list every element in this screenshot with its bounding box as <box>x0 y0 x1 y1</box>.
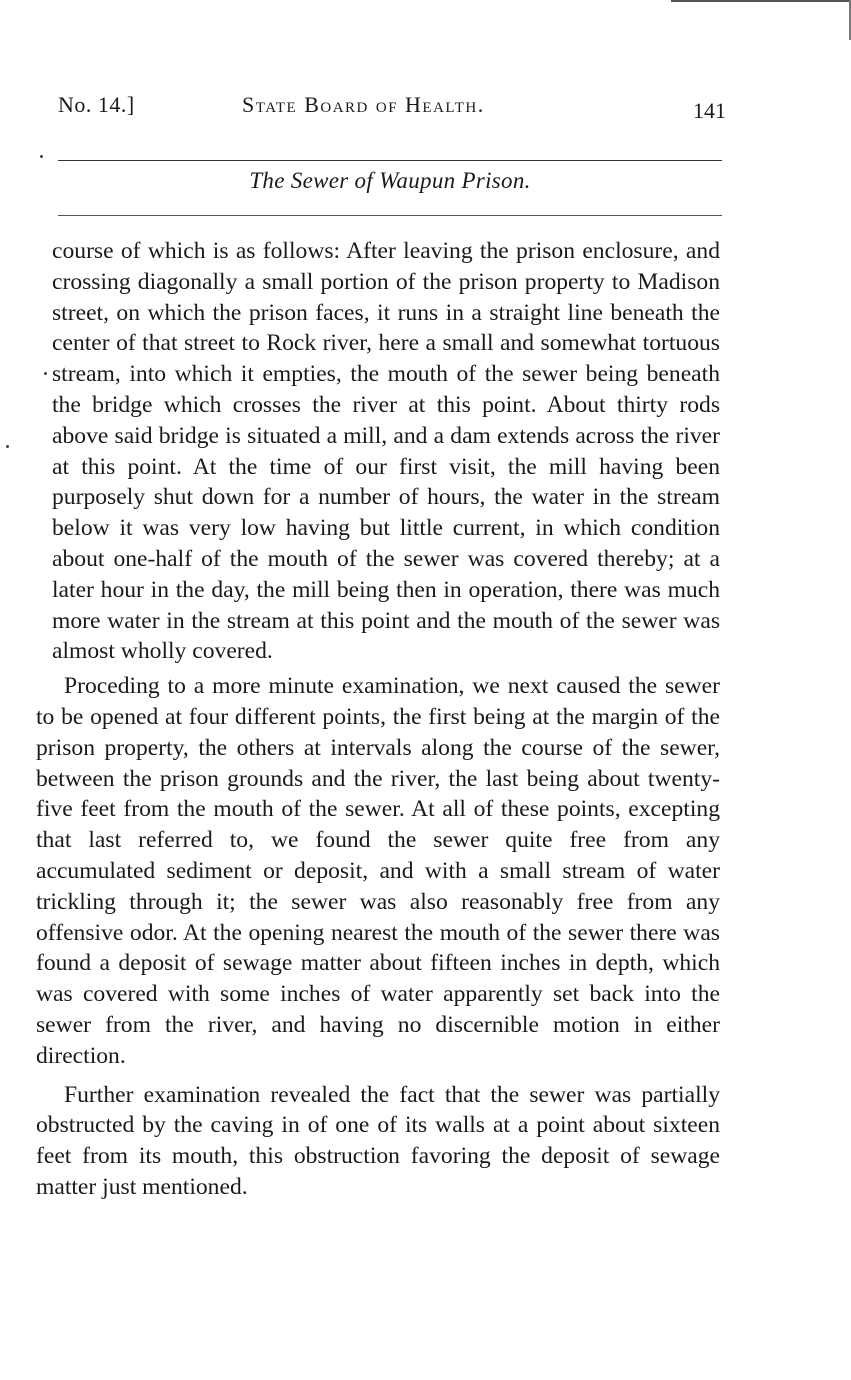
scan-speck <box>44 372 47 375</box>
scan-edge-mark <box>671 0 851 2</box>
body-text <box>36 236 720 1203</box>
section-title: The Sewer of Waupun Prison. <box>249 168 531 193</box>
scan-speck <box>40 155 43 158</box>
document-number: No. 14.] <box>58 92 135 117</box>
running-title: State Board of Health. <box>242 92 485 117</box>
scan-speck <box>6 445 9 448</box>
page-number: 141 <box>693 98 726 123</box>
paragraph: Further examination revealed the fact that the sewer was partially obstructed by the caving in of one of its walls at a point about sixteen feet from its mouth, this obstruction favoring the deposit of sewage matter just mentioned. <box>36 1081 720 1200</box>
header-rule-bottom <box>58 215 722 216</box>
running-header <box>58 92 726 132</box>
header-rule-top <box>58 160 722 161</box>
paragraph-continued: course of which is as follows: After leaving the prison enclosure, and crossing diagonally a small portion of the prison property to Madison street, on which the prison faces, it runs in a straight line beneath the center of that street to Rock river, here a small and somewhat tortuous stream, into which it empties, the mouth of the sewer being beneath the bridge which crosses the river at this point. About thirty rods above said bridge is situated a mill, and a dam extends across the river at this point. At the time of our first visit, the mill having been purposely shut down for a number of hours, the water in the stream below it was very low having but little current, in which condition about one-half of the mouth of the sewer was covered thereby; at a later hour in the day, the mill being then in operation, there was much more water in the stream at this point and the mouth of the sewer was almost wholly covered. <box>52 238 720 665</box>
paragraph: Proceding to a more minute examination, we next caused the sewer to be opened at four different points, the first being at the margin of the prison property, the others at intervals along the course of the sewer, between the prison grounds and the river, the last being about twenty-five feet from the mouth of the sewer. At all of these points, excepting that last referred to, we found the sewer quite free from any accumulated sediment or deposit, and with a small stream of water trickling through it; the sewer was also reasonably free from any offensive odor. At the opening nearest the mouth of the sewer there was found a deposit of sewage matter about fifteen inches in depth, which was covered with some inches of water apparently set back into the sewer from the river, and having no discernible motion in either direction. <box>36 673 720 1069</box>
